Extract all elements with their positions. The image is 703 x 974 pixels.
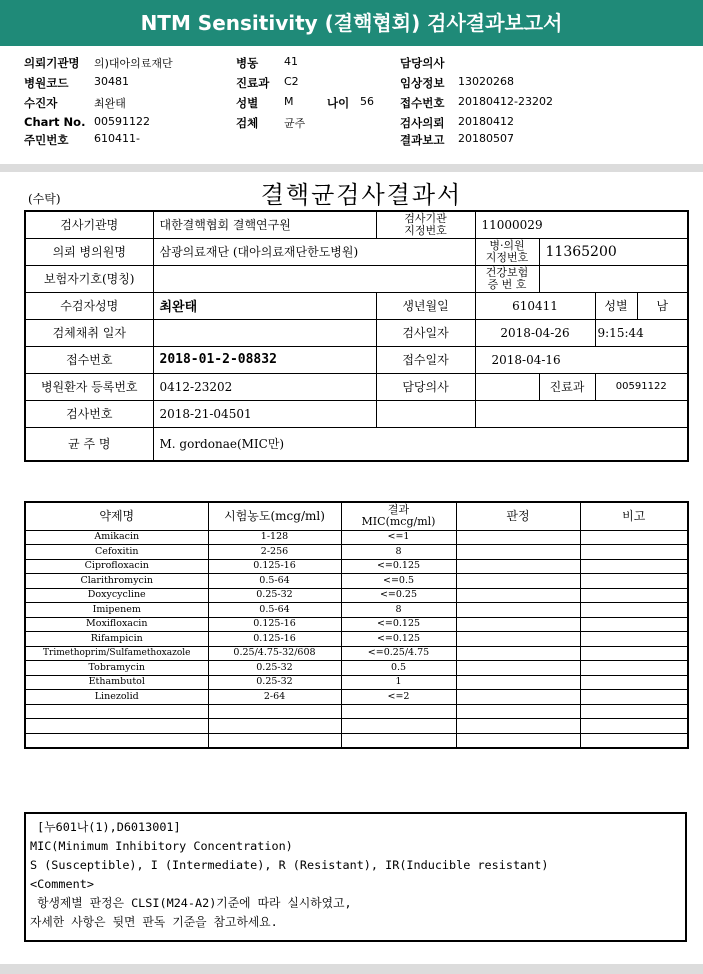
info-row-ward (236, 55, 298, 71)
drug-name: Imipenem (25, 603, 208, 618)
report-title-bar (0, 0, 703, 46)
info-label: 접수번호 (400, 96, 445, 110)
table-row (25, 603, 688, 618)
mic-result: <=0.125 (341, 559, 456, 574)
mic-result: 0.5 (341, 661, 456, 676)
label-cell: 검사기관명 (25, 211, 153, 238)
table-row (25, 545, 688, 560)
info-row-request-date (400, 115, 514, 131)
hospital-no-value: 11365200 (539, 238, 688, 265)
info-label: 병동 (236, 56, 259, 70)
judgement-cell (456, 545, 580, 560)
info-label: 검체 (236, 116, 259, 130)
mic-result: <=0.125 (341, 632, 456, 647)
comment-line: MIC(Minimum Inhibitory Concentration) (30, 839, 293, 853)
patient-info-panel (0, 46, 703, 164)
empty-cell (376, 400, 475, 427)
table-row (25, 588, 688, 603)
label-cell: 병·의원 지정번호 (475, 238, 539, 265)
info-row-chart-no (24, 115, 150, 129)
info-label: 성별 (236, 96, 259, 110)
mic-result: 8 (341, 545, 456, 560)
comment-line: 자세한 사항은 뒷면 판독 기준을 참고하세요. (30, 915, 278, 929)
drug-name: Trimethoprim/Sulfamethoxazole (25, 646, 208, 661)
report-title: NTM Sensitivity (결핵협회) 검사결과보고서 (140, 11, 563, 35)
info-label: 주민번호 (24, 133, 69, 147)
drug-name: Rifampicin (25, 632, 208, 647)
info-row-resident-no (24, 132, 140, 148)
organism-value: M. gordonae(MIC만) (153, 427, 688, 461)
judgement-cell (456, 574, 580, 589)
agency-value: 대한결핵협회 결핵연구원 (153, 211, 376, 238)
test-concentration: 2-64 (208, 690, 341, 705)
drug-name: Doxycycline (25, 588, 208, 603)
test-concentration: 0.125-16 (208, 632, 341, 647)
label-cell: 검사번호 (25, 400, 153, 427)
info-value: 30481 (94, 75, 129, 88)
judgement-cell (456, 617, 580, 632)
info-value: 20180412 (458, 115, 514, 128)
info-row-age (327, 95, 374, 111)
info-value: 41 (284, 55, 298, 68)
doctor-value (475, 373, 539, 400)
info-row-sex (236, 95, 294, 111)
label-cell: 보험자기호(명칭) (25, 265, 153, 292)
health-no-value (539, 265, 688, 292)
info-label: 결과보고 (400, 133, 445, 147)
mic-result: <=0.25 (341, 588, 456, 603)
comment-line: S (Susceptible), I (Intermediate), R (Resistant), IR(Inducible resistant) (30, 858, 549, 872)
test-no-value: 2018-21-04501 (153, 400, 376, 427)
col-header-drug: 약제명 (25, 502, 208, 530)
table-row (25, 530, 688, 545)
label-cell: 접수번호 (25, 346, 153, 373)
info-value: 00591122 (94, 115, 150, 128)
drug-name: Amikacin (25, 530, 208, 545)
table-row (25, 661, 688, 676)
remark-cell (580, 661, 688, 676)
drug-name: Cefoxitin (25, 545, 208, 560)
label-cell: 생년월일 (376, 292, 475, 319)
label-cell: 수검자성명 (25, 292, 153, 319)
table-row (25, 646, 688, 661)
table-row (25, 632, 688, 647)
label-cell: 성별 (595, 292, 637, 319)
info-row-requester (24, 55, 173, 71)
judgement-cell (456, 632, 580, 647)
info-row-patient (24, 95, 126, 111)
judgement-cell (456, 530, 580, 545)
mic-result: <=0.5 (341, 574, 456, 589)
test-concentration: 0.25-32 (208, 588, 341, 603)
info-row-doctor (400, 55, 444, 71)
info-value: 20180412-23202 (458, 95, 553, 108)
label-cell: 의뢰 병의원명 (25, 238, 153, 265)
info-value: 56 (360, 95, 374, 108)
label-cell: 담당의사 (376, 373, 475, 400)
receipt-date-value: 2018-04-16 (475, 346, 688, 373)
test-date-value: 2018-04-26 (475, 319, 595, 346)
drug-name: Clarithromycin (25, 574, 208, 589)
mic-result: <=0.125 (341, 617, 456, 632)
info-value: C2 (284, 75, 299, 88)
table-row (25, 617, 688, 632)
col-header-remark: 비고 (580, 502, 688, 530)
patient-name-value: 최완태 (153, 292, 376, 319)
remark-cell (580, 646, 688, 661)
info-value: 13020268 (458, 75, 514, 88)
judgement-cell (456, 690, 580, 705)
info-row-receipt-no (400, 95, 553, 111)
judgement-cell (456, 646, 580, 661)
remark-cell (580, 675, 688, 690)
footer-band (0, 964, 703, 974)
info-value: 610411- (94, 132, 140, 145)
table-row-empty (25, 733, 688, 748)
table-row (25, 675, 688, 690)
info-value: 최완태 (94, 97, 126, 110)
drug-sensitivity-table (24, 501, 689, 749)
label-cell: 검사기관 지정번호 (376, 211, 475, 238)
document-title: 결핵균검사결과서 (260, 181, 463, 209)
test-concentration: 0.125-16 (208, 617, 341, 632)
table-row-empty (25, 719, 688, 734)
info-row-clinical (400, 75, 514, 91)
test-concentration: 0.5-64 (208, 574, 341, 589)
sex-value: 남 (637, 292, 688, 319)
col-header-concentration: 시험농도(mcg/ml) (208, 502, 341, 530)
col-header-judgement: 판정 (456, 502, 580, 530)
info-label: 임상정보 (400, 76, 445, 90)
table-row (25, 574, 688, 589)
consignment-label: (수탁) (28, 192, 61, 206)
remark-cell (580, 545, 688, 560)
info-label: 검사의뢰 (400, 116, 445, 130)
info-label: 의뢰기관명 (24, 56, 80, 70)
table-row-empty (25, 704, 688, 719)
drug-name: Tobramycin (25, 661, 208, 676)
remark-cell (580, 603, 688, 618)
label-cell: 건강보험 증 번 호 (475, 265, 539, 292)
remark-cell (580, 617, 688, 632)
info-row-dept (236, 75, 299, 91)
judgement-cell (456, 661, 580, 676)
info-label: 담당의사 (400, 56, 445, 70)
collect-value (153, 319, 376, 346)
label-cell: 검사일자 (376, 319, 475, 346)
drug-name: Moxifloxacin (25, 617, 208, 632)
info-label: 병원코드 (24, 76, 69, 90)
birth-value: 610411 (475, 292, 595, 319)
info-value: M (284, 95, 294, 108)
info-label: 나이 (327, 96, 350, 110)
test-concentration: 1-128 (208, 530, 341, 545)
mic-result: <=1 (341, 530, 456, 545)
remark-cell (580, 632, 688, 647)
info-value: 의)대아의료재단 (94, 57, 173, 70)
comment-box (24, 812, 687, 942)
info-row-specimen (236, 115, 306, 131)
dept-value: 00591122 (595, 373, 688, 400)
remark-cell (580, 530, 688, 545)
remark-cell (580, 588, 688, 603)
comment-line: 항생제별 판정은 CLSI(M24-A2)기준에 따라 실시하였고, (30, 896, 352, 910)
drug-name: Ciprofloxacin (25, 559, 208, 574)
col-header-mic: 결과 MIC(mcg/ml) (341, 502, 456, 530)
label-cell: 균 주 명 (25, 427, 153, 461)
mic-result: <=0.25/4.75 (341, 646, 456, 661)
test-time-value: 9:15:44 (595, 319, 688, 346)
info-value: 20180507 (458, 132, 514, 145)
judgement-cell (456, 675, 580, 690)
mic-result: 8 (341, 603, 456, 618)
empty-cell (475, 400, 688, 427)
info-label: 진료과 (236, 76, 270, 90)
table-row (25, 559, 688, 574)
remark-cell (580, 690, 688, 705)
info-value: 균주 (284, 117, 306, 130)
agency-no-value: 11000029 (475, 211, 688, 238)
mic-result: <=2 (341, 690, 456, 705)
test-concentration: 2-256 (208, 545, 341, 560)
info-row-report-date (400, 132, 514, 148)
test-concentration: 0.25-32 (208, 661, 341, 676)
divider (0, 164, 703, 172)
remark-cell (580, 559, 688, 574)
judgement-cell (456, 588, 580, 603)
info-row-hospital-code (24, 75, 129, 91)
label-cell: 검체채취 일자 (25, 319, 153, 346)
hospital-value: 삼광의료재단 (대아의료재단한도병원) (153, 238, 475, 265)
comment-line: <Comment> (30, 877, 94, 891)
info-label: Chart No. (24, 115, 86, 129)
test-concentration: 0.5-64 (208, 603, 341, 618)
judgement-cell (456, 559, 580, 574)
insurance-value (153, 265, 475, 292)
mic-result: 1 (341, 675, 456, 690)
remark-cell (580, 574, 688, 589)
table-row (25, 690, 688, 705)
test-concentration: 0.125-16 (208, 559, 341, 574)
drug-name: Linezolid (25, 690, 208, 705)
patient-details-table (24, 210, 689, 462)
info-label: 수진자 (24, 96, 58, 110)
judgement-cell (456, 603, 580, 618)
label-cell: 접수일자 (376, 346, 475, 373)
test-concentration: 0.25-32 (208, 675, 341, 690)
patient-no-value: 0412-23202 (153, 373, 376, 400)
drug-name: Ethambutol (25, 675, 208, 690)
label-cell: 병원환자 등록번호 (25, 373, 153, 400)
test-concentration: 0.25/4.75-32/608 (208, 646, 341, 661)
receipt-value: 2018-01-2-08832 (153, 346, 376, 373)
comment-line: [누601나(1),D6013001] (30, 820, 181, 834)
label-cell: 진료과 (539, 373, 595, 400)
